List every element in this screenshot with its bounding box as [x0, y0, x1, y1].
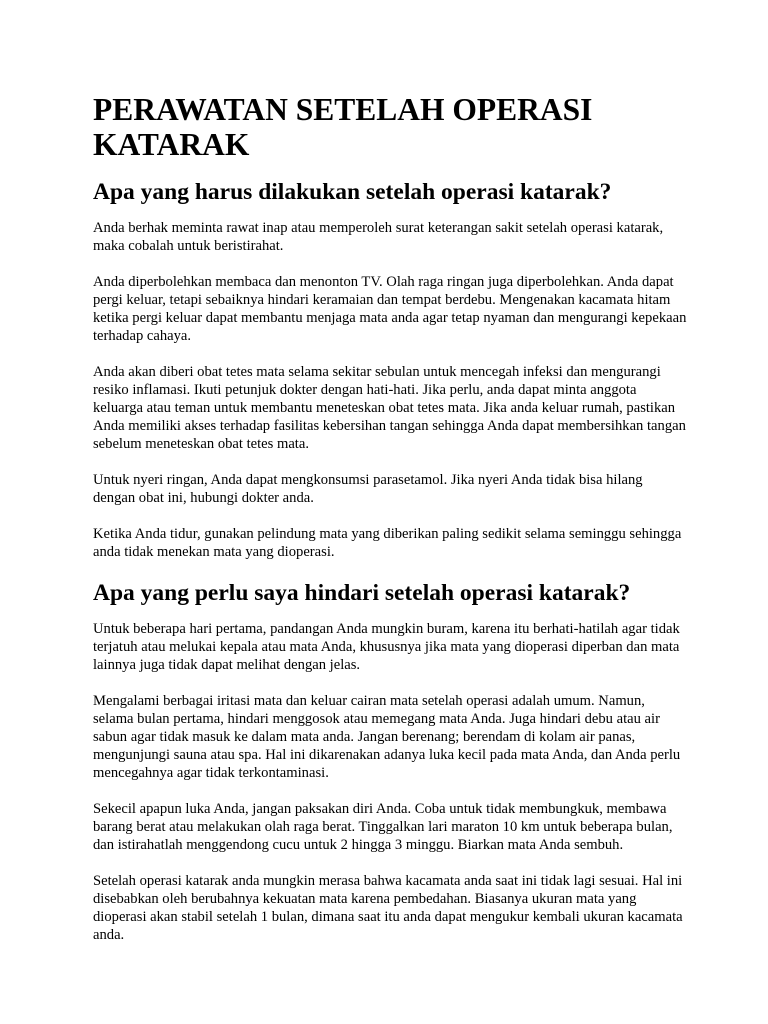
paragraph: Untuk nyeri ringan, Anda dapat mengkonsumsi parasetamol. Jika nyeri Anda tidak bisa hilang dengan obat ini, hubungi dokter anda. — [93, 472, 643, 506]
section-heading-what-to-do: Apa yang harus dilakukan setelah operasi katarak? — [93, 179, 612, 205]
paragraph: Anda diperbolehkan membaca dan menonton TV. Olah raga ringan juga diperbolehkan. Anda dapat pergi keluar, tetapi sebaiknya hindari keramaian dan tempat berdebu. Mengenakan kacamata hitam ketika pergi keluar dapat membantu menjaga mata anda agar tetap nyaman dan mengurangi kepekaan terhadap cahaya. — [93, 274, 687, 344]
paragraph: Untuk beberapa hari pertama, pandangan Anda mungkin buram, karena itu berhati-hatilah agar tidak terjatuh atau melukai kepala atau mata Anda, khususnya jika mata yang dioperasi diperban dan mata lainnya juga tidak dapat melihat dengan jelas. — [93, 621, 680, 673]
paragraph: Sekecil apapun luka Anda, jangan paksakan diri Anda. Coba untuk tidak membungkuk, membawa barang berat atau melakukan olah raga berat. Tinggalkan lari maraton 10 km untuk beberapa bulan, dan istirahatlah menggendong cucu untuk 2 hingga 3 minggu. Biarkan mata Anda sembuh. — [93, 801, 673, 853]
paragraph: Setelah operasi katarak anda mungkin merasa bahwa kacamata anda saat ini tidak lagi sesuai. Hal ini disebabkan oleh berubahnya kekuatan mata karena pembedahan. Biasanya ukuran mata yang dioperasi akan stabil setelah 1 bulan, dimana saat itu anda dapat mengukur kembali ukuran kacamata anda. — [93, 873, 683, 943]
paragraph: Ketika Anda tidur, gunakan pelindung mata yang diberikan paling sedikit selama seminggu sehingga anda tidak menekan mata yang dioperasi. — [93, 526, 682, 560]
section-what-to-do — [93, 178, 688, 561]
section-what-to-avoid — [93, 579, 688, 944]
section-heading-what-to-avoid: Apa yang perlu saya hindari setelah operasi katarak? — [93, 580, 631, 606]
document-title: PERAWATAN SETELAH OPERASI KATARAK — [93, 92, 593, 162]
document-page — [93, 92, 688, 962]
paragraph: Anda akan diberi obat tetes mata selama sekitar sebulan untuk mencegah infeksi dan mengurangi resiko inflamasi. Ikuti petunjuk dokter dengan hati-hati. Jika perlu, anda dapat minta anggota keluarga atau teman untuk membantu meneteskan obat tetes mata. Jika anda keluar rumah, pastikan Anda memiliki akses terhadap fasilitas kebersihan tangan sehingga Anda dapat membersihkan tangan sebelum meneteskan obat tetes mata. — [93, 364, 686, 452]
paragraph: Mengalami berbagai iritasi mata dan keluar cairan mata setelah operasi adalah umum. Namun, selama bulan pertama, hindari menggosok atau memegang mata Anda. Juga hindari debu atau air sabun agar tidak masuk ke dalam mata anda. Jangan berenang; berendam di kolam air panas, mengunjungi sauna atau spa. Hal ini dikarenakan adanya luka kecil pada mata Anda, dan Anda perlu mencegahnya agar tidak terkontaminasi. — [93, 693, 681, 781]
paragraph: Anda berhak meminta rawat inap atau memperoleh surat keterangan sakit setelah operasi katarak, maka cobalah untuk beristirahat. — [93, 220, 664, 254]
